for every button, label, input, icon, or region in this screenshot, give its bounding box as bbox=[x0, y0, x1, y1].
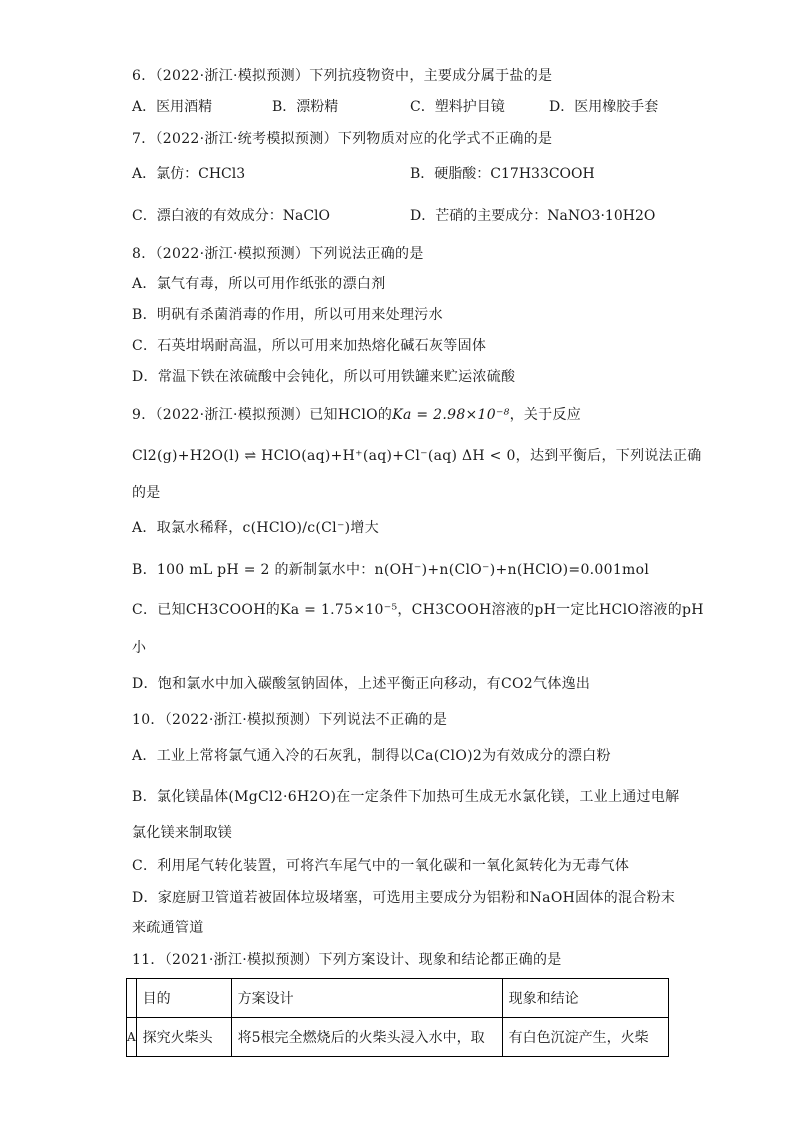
q7-option-a bbox=[132, 164, 245, 184]
q7-option-c bbox=[132, 206, 330, 226]
q9-option-d: D．饱和氯水中加入碳酸氢钠固体，上述平衡正向移动，有CO2气体逸出 bbox=[132, 676, 591, 692]
table-cell: 有白色沉淀产生，火柴 bbox=[502, 1018, 668, 1057]
q10-option-d: D．家庭厨卫管道若被固体垃圾堵塞，可选用主要成分为铝粉和NaOH固体的混合粉末 bbox=[132, 890, 676, 906]
table-header-row bbox=[127, 979, 669, 1018]
q9-option-c: C．已知CH3COOH的Ka = 1.75×10⁻⁵，CH3COOH溶液的pH一定比HClO溶液的pH bbox=[132, 602, 704, 618]
q9-stem-pre: 9．（2022·浙江·模拟预测）已知HClO的 bbox=[132, 407, 393, 423]
q6-option-b: B．漂粉精 bbox=[272, 99, 339, 115]
q9-option-c-cont: 小 bbox=[132, 640, 147, 656]
q7-option-c-label: C．漂白液的有效成分： bbox=[132, 208, 283, 224]
q7-option-d-formula: NaNO3·10H2O bbox=[547, 208, 656, 224]
q10-option-b: B．氯化镁晶体(MgCl2·6H2O)在一定条件下加热可生成无水氯化镁，工业上通过电解 bbox=[132, 789, 680, 805]
q7-option-d bbox=[410, 206, 655, 226]
q10-option-c: C．利用尾气转化装置，可将汽车尾气中的一氧化碳和一氧化氮转化为无毒气体 bbox=[132, 858, 630, 874]
q9-stem bbox=[132, 405, 581, 425]
table-header-cell: 方案设计 bbox=[231, 979, 502, 1018]
q7-option-b bbox=[410, 164, 595, 184]
q10-option-d-cont: 来疏通管道 bbox=[132, 920, 204, 936]
q8-stem: 8．（2022·浙江·模拟预测）下列说法正确的是 bbox=[132, 246, 424, 262]
q7-option-a-label: A．氯仿： bbox=[132, 166, 199, 182]
q7-option-b-formula: C17H33COOH bbox=[490, 166, 595, 182]
q7-stem: 7．（2022·浙江·统考模拟预测）下列物质对应的化学式不正确的是 bbox=[132, 131, 553, 147]
table-row bbox=[127, 1018, 669, 1057]
q11-table bbox=[126, 978, 669, 1057]
q9-reaction-equation: Cl2(g)+H2O(l) ⇌ HClO(aq)+H⁺(aq)+Cl⁻(aq) ΔH < 0 bbox=[132, 448, 516, 464]
q7-option-a-formula: CHCl3 bbox=[198, 166, 246, 182]
table-cell: A bbox=[127, 1018, 137, 1057]
table-cell: 将5根完全燃烧后的火柴头浸入水中，取 bbox=[231, 1018, 502, 1057]
q8-option-c: C．石英坩埚耐高温，所以可用来加热熔化碱石灰等固体 bbox=[132, 338, 487, 354]
q6-option-c: C．塑料护目镜 bbox=[410, 99, 505, 115]
q8-option-d: D．常温下铁在浓硫酸中会钝化，所以可用铁罐来贮运浓硫酸 bbox=[132, 369, 516, 385]
q9-reaction-line bbox=[132, 446, 702, 466]
table-header-cell: 现象和结论 bbox=[502, 979, 668, 1018]
q7-option-c-formula: NaClO bbox=[282, 208, 330, 224]
q8-option-a: A．氯气有毒，所以可用作纸张的漂白剂 bbox=[132, 276, 386, 292]
q9-stem-tail: ，达到平衡后，下列说法正确 bbox=[515, 448, 702, 464]
q9-stem-post: ，关于反应 bbox=[509, 407, 582, 423]
q10-option-a: A．工业上常将氯气通入冷的石灰乳，制得以Ca(ClO)2为有效成分的漂白粉 bbox=[132, 748, 611, 764]
table-cell: 探究火柴头 bbox=[136, 1018, 231, 1057]
q9-option-a: A．取氯水稀释，c(HClO)/c(Cl⁻)增大 bbox=[132, 520, 380, 536]
q7-option-b-label: B．硬脂酸： bbox=[410, 166, 491, 182]
table-header-cell bbox=[127, 979, 137, 1018]
q9-ka-value: Ka = 2.98×10⁻⁸ bbox=[392, 407, 510, 423]
q10-stem: 10．（2022·浙江·模拟预测）下列说法不正确的是 bbox=[132, 712, 448, 728]
q7-option-d-label: D．芒硝的主要成分： bbox=[410, 208, 548, 224]
q9-stem-end: 的是 bbox=[132, 485, 161, 501]
q6-option-a: A．医用酒精 bbox=[132, 99, 213, 115]
q11-stem: 11．（2021·浙江·模拟预测）下列方案设计、现象和结论都正确的是 bbox=[132, 952, 562, 968]
q8-option-b: B．明矾有杀菌消毒的作用，所以可用来处理污水 bbox=[132, 307, 443, 323]
table-header-cell: 目的 bbox=[136, 979, 231, 1018]
q10-option-b-cont: 氯化镁来制取镁 bbox=[132, 825, 233, 841]
q9-option-b: B．100 mL pH = 2 的新制氯水中：n(OH⁻)+n(ClO⁻)+n(HClO)=0.001mol bbox=[132, 562, 650, 578]
q6-stem: 6．（2022·浙江·模拟预测）下列抗疫物资中，主要成分属于盐的是 bbox=[132, 68, 553, 84]
q6-option-d: D．医用橡胶手套 bbox=[549, 99, 659, 115]
